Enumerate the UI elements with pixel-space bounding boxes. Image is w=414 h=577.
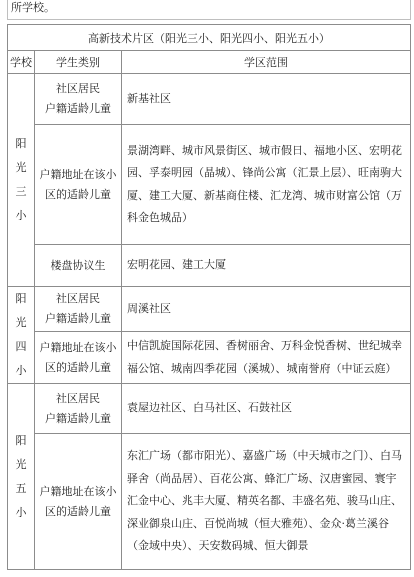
district-scope-cell: 袁屋边社区、白马社区、石鼓社区 bbox=[122, 384, 411, 434]
header-category: 学生类别 bbox=[35, 51, 122, 74]
table-row bbox=[8, 245, 411, 287]
header-school: 学校 bbox=[8, 51, 35, 74]
category-line: 楼盘协议生 bbox=[50, 258, 106, 272]
category-line: 区的适龄儿童 bbox=[45, 504, 111, 518]
header-scope: 学区范围 bbox=[122, 51, 411, 74]
category-line: 区的适龄儿童 bbox=[45, 360, 111, 374]
school-name-char: 五 bbox=[15, 481, 27, 495]
school-name-char: 阳 bbox=[15, 137, 27, 150]
district-scope-cell: 新基社区 bbox=[122, 74, 411, 125]
school-name-char: 小 bbox=[15, 209, 27, 222]
category-line: 社区居民 bbox=[56, 391, 100, 405]
category-line: 户籍地址在该小 bbox=[39, 167, 117, 181]
school-district-table bbox=[7, 24, 411, 570]
school-name-char: 阳 bbox=[15, 292, 27, 305]
school-name-char: 小 bbox=[15, 364, 27, 377]
student-category-cell bbox=[35, 125, 122, 245]
student-category-cell bbox=[35, 434, 122, 570]
student-category-cell bbox=[35, 332, 122, 384]
district-scope-cell: 东汇广场（都市阳光）、嘉盛广场（中天城市之门）、白马驿舍（尚品居）、百花公寓、蜂汇广场、汉唐蜜园、寰宇汇金中心、兆丰大厦、精英名都、丰盛名苑、骏马山庄、深业御泉山庄、百悦尚城（恒大雅苑）、金众·葛兰溪谷（金域中央）、天安数码城、恒大御景 bbox=[122, 434, 411, 570]
table-row bbox=[8, 332, 411, 384]
district-scope-cell: 景湖湾畔、城市风景街区、城市假日、福地小区、宏明花园、孚泰明园（晶城）、锋尚公寓（汇景上层）、旺南驹大厦、建工大厦、新基商住楼、汇龙湾、城市财富公馆（万科金色城品） bbox=[122, 125, 411, 245]
student-category-cell bbox=[35, 74, 122, 125]
school-name-char: 三 bbox=[15, 185, 27, 198]
school-name-char: 四 bbox=[15, 340, 27, 353]
table-row bbox=[8, 384, 411, 434]
category-line: 户籍地址在该小 bbox=[39, 340, 117, 354]
table-row bbox=[8, 434, 411, 570]
school-name-cell bbox=[8, 384, 35, 570]
category-line: 户籍地址在该小 bbox=[39, 484, 117, 498]
school-name-cell bbox=[8, 287, 35, 384]
school-name-char: 光 bbox=[15, 457, 27, 471]
category-line: 户籍适龄儿童 bbox=[45, 102, 111, 115]
school-name-char: 小 bbox=[15, 505, 27, 519]
district-scope-cell: 宏明花园、建工大厦 bbox=[122, 245, 411, 287]
table-title-row bbox=[8, 25, 411, 51]
category-line: 户籍适龄儿童 bbox=[45, 411, 111, 425]
student-category-cell bbox=[35, 287, 122, 332]
category-line: 户籍适龄儿童 bbox=[45, 312, 111, 326]
category-line: 区的适龄儿童 bbox=[45, 187, 111, 201]
category-line: 社区居民 bbox=[56, 82, 100, 95]
table-title: 高新技术片区（阳光三小、阳光四小、阳光五小） bbox=[8, 25, 411, 51]
district-scope-cell: 中信凯旋国际花园、香树丽舍、万科金悦香树、世纪城幸福公馆、城南四季花园（溪城）、城南誉府（中证云庭） bbox=[122, 332, 411, 384]
student-category-cell bbox=[35, 245, 122, 287]
district-scope-cell: 周溪社区 bbox=[122, 287, 411, 332]
table-row bbox=[8, 74, 411, 125]
table-row bbox=[8, 125, 411, 245]
school-name-char: 光 bbox=[15, 161, 27, 174]
school-name-char: 光 bbox=[15, 316, 27, 329]
school-name-char: 阳 bbox=[15, 433, 27, 447]
intro-text: 所学校。 bbox=[7, 0, 411, 19]
student-category-cell bbox=[35, 384, 122, 434]
table-header-row bbox=[8, 51, 411, 74]
school-name-cell bbox=[8, 74, 35, 287]
category-line: 社区居民 bbox=[56, 292, 100, 306]
table-row bbox=[8, 287, 411, 332]
